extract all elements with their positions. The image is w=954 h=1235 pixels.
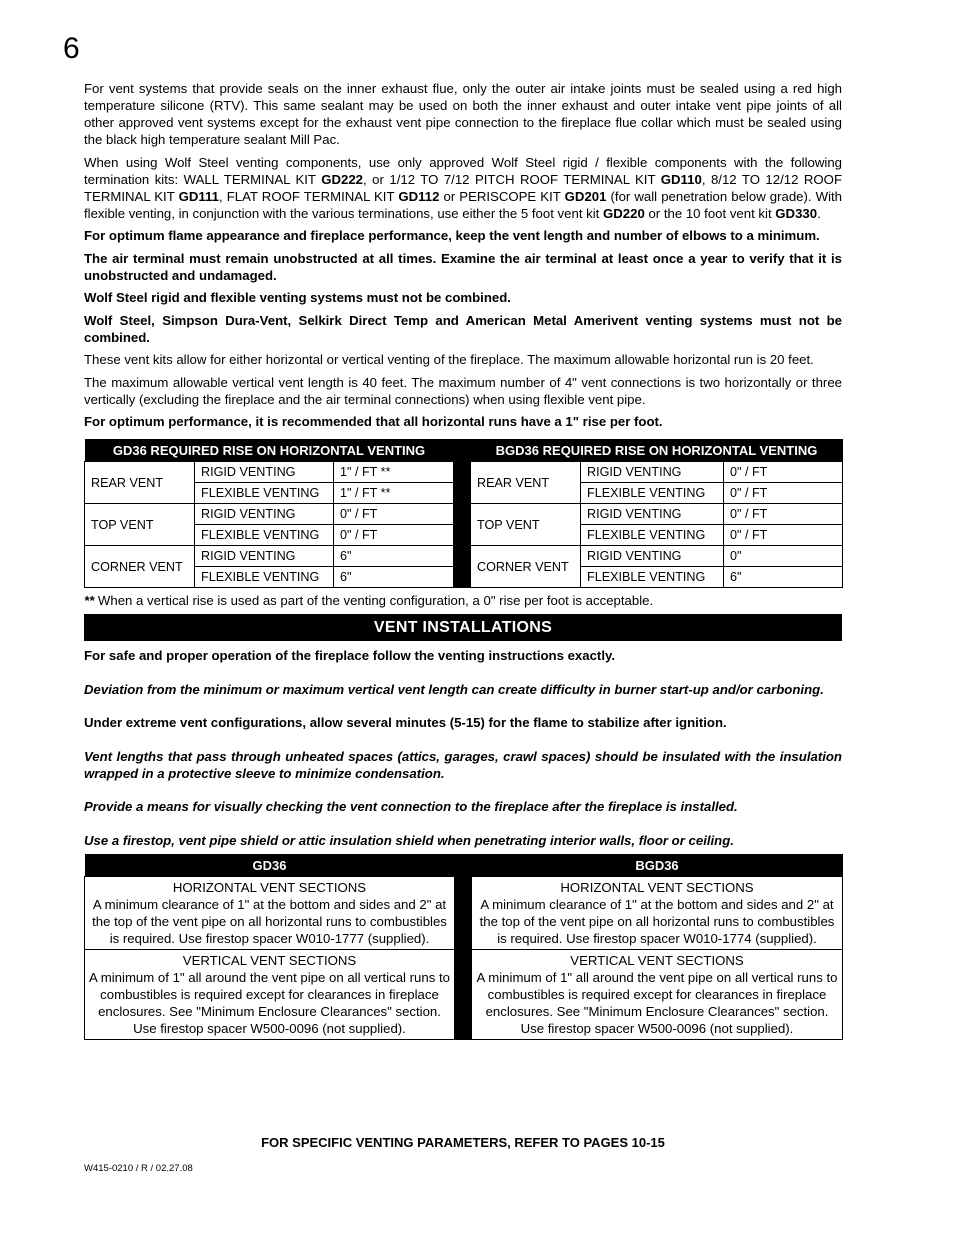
- gd36-type-cell: RIGID VENTING: [195, 504, 334, 525]
- gd36-clearance-header: GD36: [85, 854, 455, 877]
- gd36-rise-cell: 6": [334, 546, 454, 567]
- gd36-rise-cell: 1" / FT **: [334, 462, 454, 483]
- gd36-type-cell: FLEXIBLE VENTING: [195, 567, 334, 588]
- bgd36-group-cell: REAR VENT: [471, 462, 581, 504]
- gd36-rise-cell: 0" / FT: [334, 504, 454, 525]
- cell-text: A minimum of 1" all around the vent pipe on all vertical runs to combustibles is required except for clearances in fireplace enclosures. See "Minimum Enclosure Clearances" section. Use firestop spacer W500-0096 (not supplied).: [476, 970, 838, 1036]
- rise-table-header-row: [85, 439, 843, 462]
- gd36-group-cell: REAR VENT: [85, 462, 195, 504]
- clearance-table: [84, 854, 843, 1040]
- gd36-horizontal-cell: [85, 877, 455, 950]
- cell-title: HORIZONTAL VENT SECTIONS: [560, 880, 754, 895]
- intro-paragraph-horizontal-run: These vent kits allow for either horizontal or vertical venting of the fireplace. The maximum allowable horizontal run is 20 feet.: [84, 352, 814, 367]
- bgd36-group-cell: CORNER VENT: [471, 546, 581, 588]
- cell-title: VERTICAL VENT SECTIONS: [570, 953, 744, 968]
- table-row: [85, 462, 843, 483]
- bgd36-group-cell: TOP VENT: [471, 504, 581, 546]
- text-run: , 8/12 TO 12/12 ROOF TERMINAL KIT: [84, 171, 842, 204]
- gd36-type-cell: FLEXIBLE VENTING: [195, 525, 334, 546]
- bgd36-type-cell: RIGID VENTING: [581, 462, 724, 483]
- clearance-table-header-row: [85, 854, 843, 877]
- intro-paragraph-brands: Wolf Steel, Simpson Dura-Vent, Selkirk Direct Temp and American Metal Amerivent venting systems must not be combined.: [84, 312, 842, 345]
- kit-code: GD201: [564, 188, 607, 204]
- cell-text: A minimum clearance of 1" at the bottom and sides and 2" at the top of the vent pipe on all horizontal runs to combustibles is required. Use firestop spacer W010-1774 (supplied).: [479, 897, 835, 946]
- table-separator: [455, 854, 472, 877]
- text-run: or the 10 foot vent kit: [644, 205, 776, 221]
- bgd36-type-cell: FLEXIBLE VENTING: [581, 567, 724, 588]
- gd36-vertical-cell: [85, 950, 455, 1040]
- bgd36-clearance-header: BGD36: [472, 854, 843, 877]
- bgd36-rise-cell: 6": [724, 567, 843, 588]
- bgd36-type-cell: RIGID VENTING: [581, 504, 724, 525]
- footnote-text: When a vertical rise is used as part of the venting configuration, a 0" rise per foot is acceptable.: [94, 593, 654, 608]
- kit-code: GD110: [660, 171, 702, 187]
- rise-table: [84, 439, 843, 588]
- bgd36-rise-cell: 0" / FT: [724, 504, 843, 525]
- intro-paragraph-not-combined: Wolf Steel rigid and flexible venting systems must not be combined.: [84, 290, 511, 305]
- text-run: , or 1/12 TO 7/12 PITCH ROOF TERMINAL KIT: [363, 171, 661, 187]
- gd36-rise-header: GD36 REQUIRED RISE ON HORIZONTAL VENTING: [85, 439, 454, 462]
- gd36-rise-cell: 6": [334, 567, 454, 588]
- vent-paragraph-follow-instructions: For safe and proper operation of the fireplace follow the venting instructions exactly.: [84, 648, 616, 663]
- gd36-type-cell: RIGID VENTING: [195, 462, 334, 483]
- vent-paragraph-unheated-spaces: Vent lengths that pass through unheated spaces (attics, garages, crawl spaces) should be insulated with the insulation wrapped in a protective sleeve to minimize condensation.: [84, 748, 842, 781]
- bgd36-type-cell: FLEXIBLE VENTING: [581, 483, 724, 504]
- gd36-rise-cell: 0" / FT: [334, 525, 454, 546]
- intro-paragraph-sealant: For vent systems that provide seals on the inner exhaust flue, only the outer air intake joints must be sealed using a red high temperature silicone (RTV). This same sealant may be used on both the inner exhaust and outer intake vent pipe joints of all other approved vent systems except for the exhaust vent pipe connection to the fireplace flue collar which must be sealed using the black high temperature sealant Mill Pac.: [84, 81, 842, 147]
- cell-title: HORIZONTAL VENT SECTIONS: [172, 880, 367, 895]
- table-row: [85, 877, 843, 950]
- bgd36-rise-cell: 0" / FT: [724, 462, 843, 483]
- bgd36-rise-cell: 0": [724, 546, 843, 567]
- kit-code: GD222: [321, 171, 364, 187]
- cell-text: A minimum clearance of 1" at the bottom and sides and 2" at the top of the vent pipe on all horizontal runs to combustibles is required. Use firestop spacer W010-1777 (supplied).: [92, 897, 447, 946]
- text-run: or PERISCOPE KIT: [439, 188, 565, 204]
- kit-code: GD220: [603, 205, 645, 221]
- text-run: .: [817, 205, 821, 221]
- table-separator: [454, 439, 471, 462]
- footnote-marker: **: [84, 593, 95, 608]
- intro-paragraph-vertical-length: The maximum allowable vertical vent length is 40 feet. The maximum number of 4" vent connections is two horizontally or three vertically (excluding the fireplace and the air terminal connections) when using flexible vent pipe.: [84, 374, 842, 407]
- bgd36-type-cell: RIGID VENTING: [581, 546, 724, 567]
- bgd36-rise-cell: 0" / FT: [724, 483, 843, 504]
- section-title-vent-installations: VENT INSTALLATIONS: [84, 614, 842, 641]
- gd36-type-cell: RIGID VENTING: [195, 546, 334, 567]
- gd36-type-cell: FLEXIBLE VENTING: [195, 483, 334, 504]
- vent-paragraph-extreme-config: Under extreme vent configurations, allow several minutes (5-15) for the flame to stabilize after ignition.: [84, 715, 727, 730]
- vent-paragraph-visual-check: Provide a means for visually checking the vent connection to the fireplace after the fireplace is installed.: [84, 799, 738, 814]
- intro-paragraph-rise-per-foot: For optimum performance, it is recommended that all horizontal runs have a 1" rise per foot.: [84, 414, 663, 429]
- page-number: 6: [63, 32, 80, 65]
- bgd36-rise-cell: 0" / FT: [724, 525, 843, 546]
- gd36-group-cell: TOP VENT: [85, 504, 195, 546]
- table-separator: [455, 877, 472, 1040]
- kit-code: GD111: [178, 188, 219, 204]
- kit-code: GD112: [398, 188, 440, 204]
- table-separator: [454, 462, 471, 588]
- intro-paragraph-air-terminal: The air terminal must remain unobstructed at all times. Examine the air terminal at least once a year to verify that it is unobstructed and undamaged.: [84, 250, 842, 283]
- rise-footnote: [84, 592, 842, 609]
- footer-note: FOR SPECIFIC VENTING PARAMETERS, REFER TO PAGES 10-15: [261, 1135, 665, 1150]
- cell-text: A minimum of 1" all around the vent pipe on all vertical runs to combustibles is required except for clearances in fireplace enclosures. See "Minimum Enclosure Clearances" section. Use firestop spacer W500-0096 (not supplied).: [89, 970, 450, 1036]
- page-content: [84, 80, 842, 1040]
- bgd36-horizontal-cell: [472, 877, 843, 950]
- gd36-group-cell: CORNER VENT: [85, 546, 195, 588]
- kit-code: GD330: [775, 205, 818, 221]
- document-id: W415-0210 / R / 02.27.08: [84, 1163, 193, 1174]
- text-run: , FLAT ROOF TERMINAL KIT: [218, 188, 399, 204]
- intro-paragraph-termination-kits: [84, 154, 842, 222]
- gd36-rise-cell: 1" / FT **: [334, 483, 454, 504]
- text-run: (for wall penetration below grade). With flexible venting, in conjunction with the various terminations, use either the 5 foot vent kit: [84, 188, 843, 221]
- vent-paragraph-firestop: Use a firestop, vent pipe shield or attic insulation shield when penetrating interior walls, floor or ceiling.: [84, 832, 734, 848]
- bgd36-vertical-cell: [472, 950, 843, 1040]
- text-run: When using Wolf Steel venting components, use only approved Wolf Steel rigid / flexible components with the following termination kits: WALL TERMINAL KIT: [84, 154, 842, 187]
- vent-paragraph-deviation: Deviation from the minimum or maximum vertical vent length can create difficulty in burner start-up and/or carboning.: [84, 681, 824, 697]
- bgd36-rise-header: BGD36 REQUIRED RISE ON HORIZONTAL VENTING: [471, 439, 843, 462]
- intro-paragraph-optimum-flame: For optimum flame appearance and fireplace performance, keep the vent length and number of elbows to a minimum.: [84, 228, 820, 243]
- cell-title: VERTICAL VENT SECTIONS: [182, 953, 357, 968]
- bgd36-type-cell: FLEXIBLE VENTING: [581, 525, 724, 546]
